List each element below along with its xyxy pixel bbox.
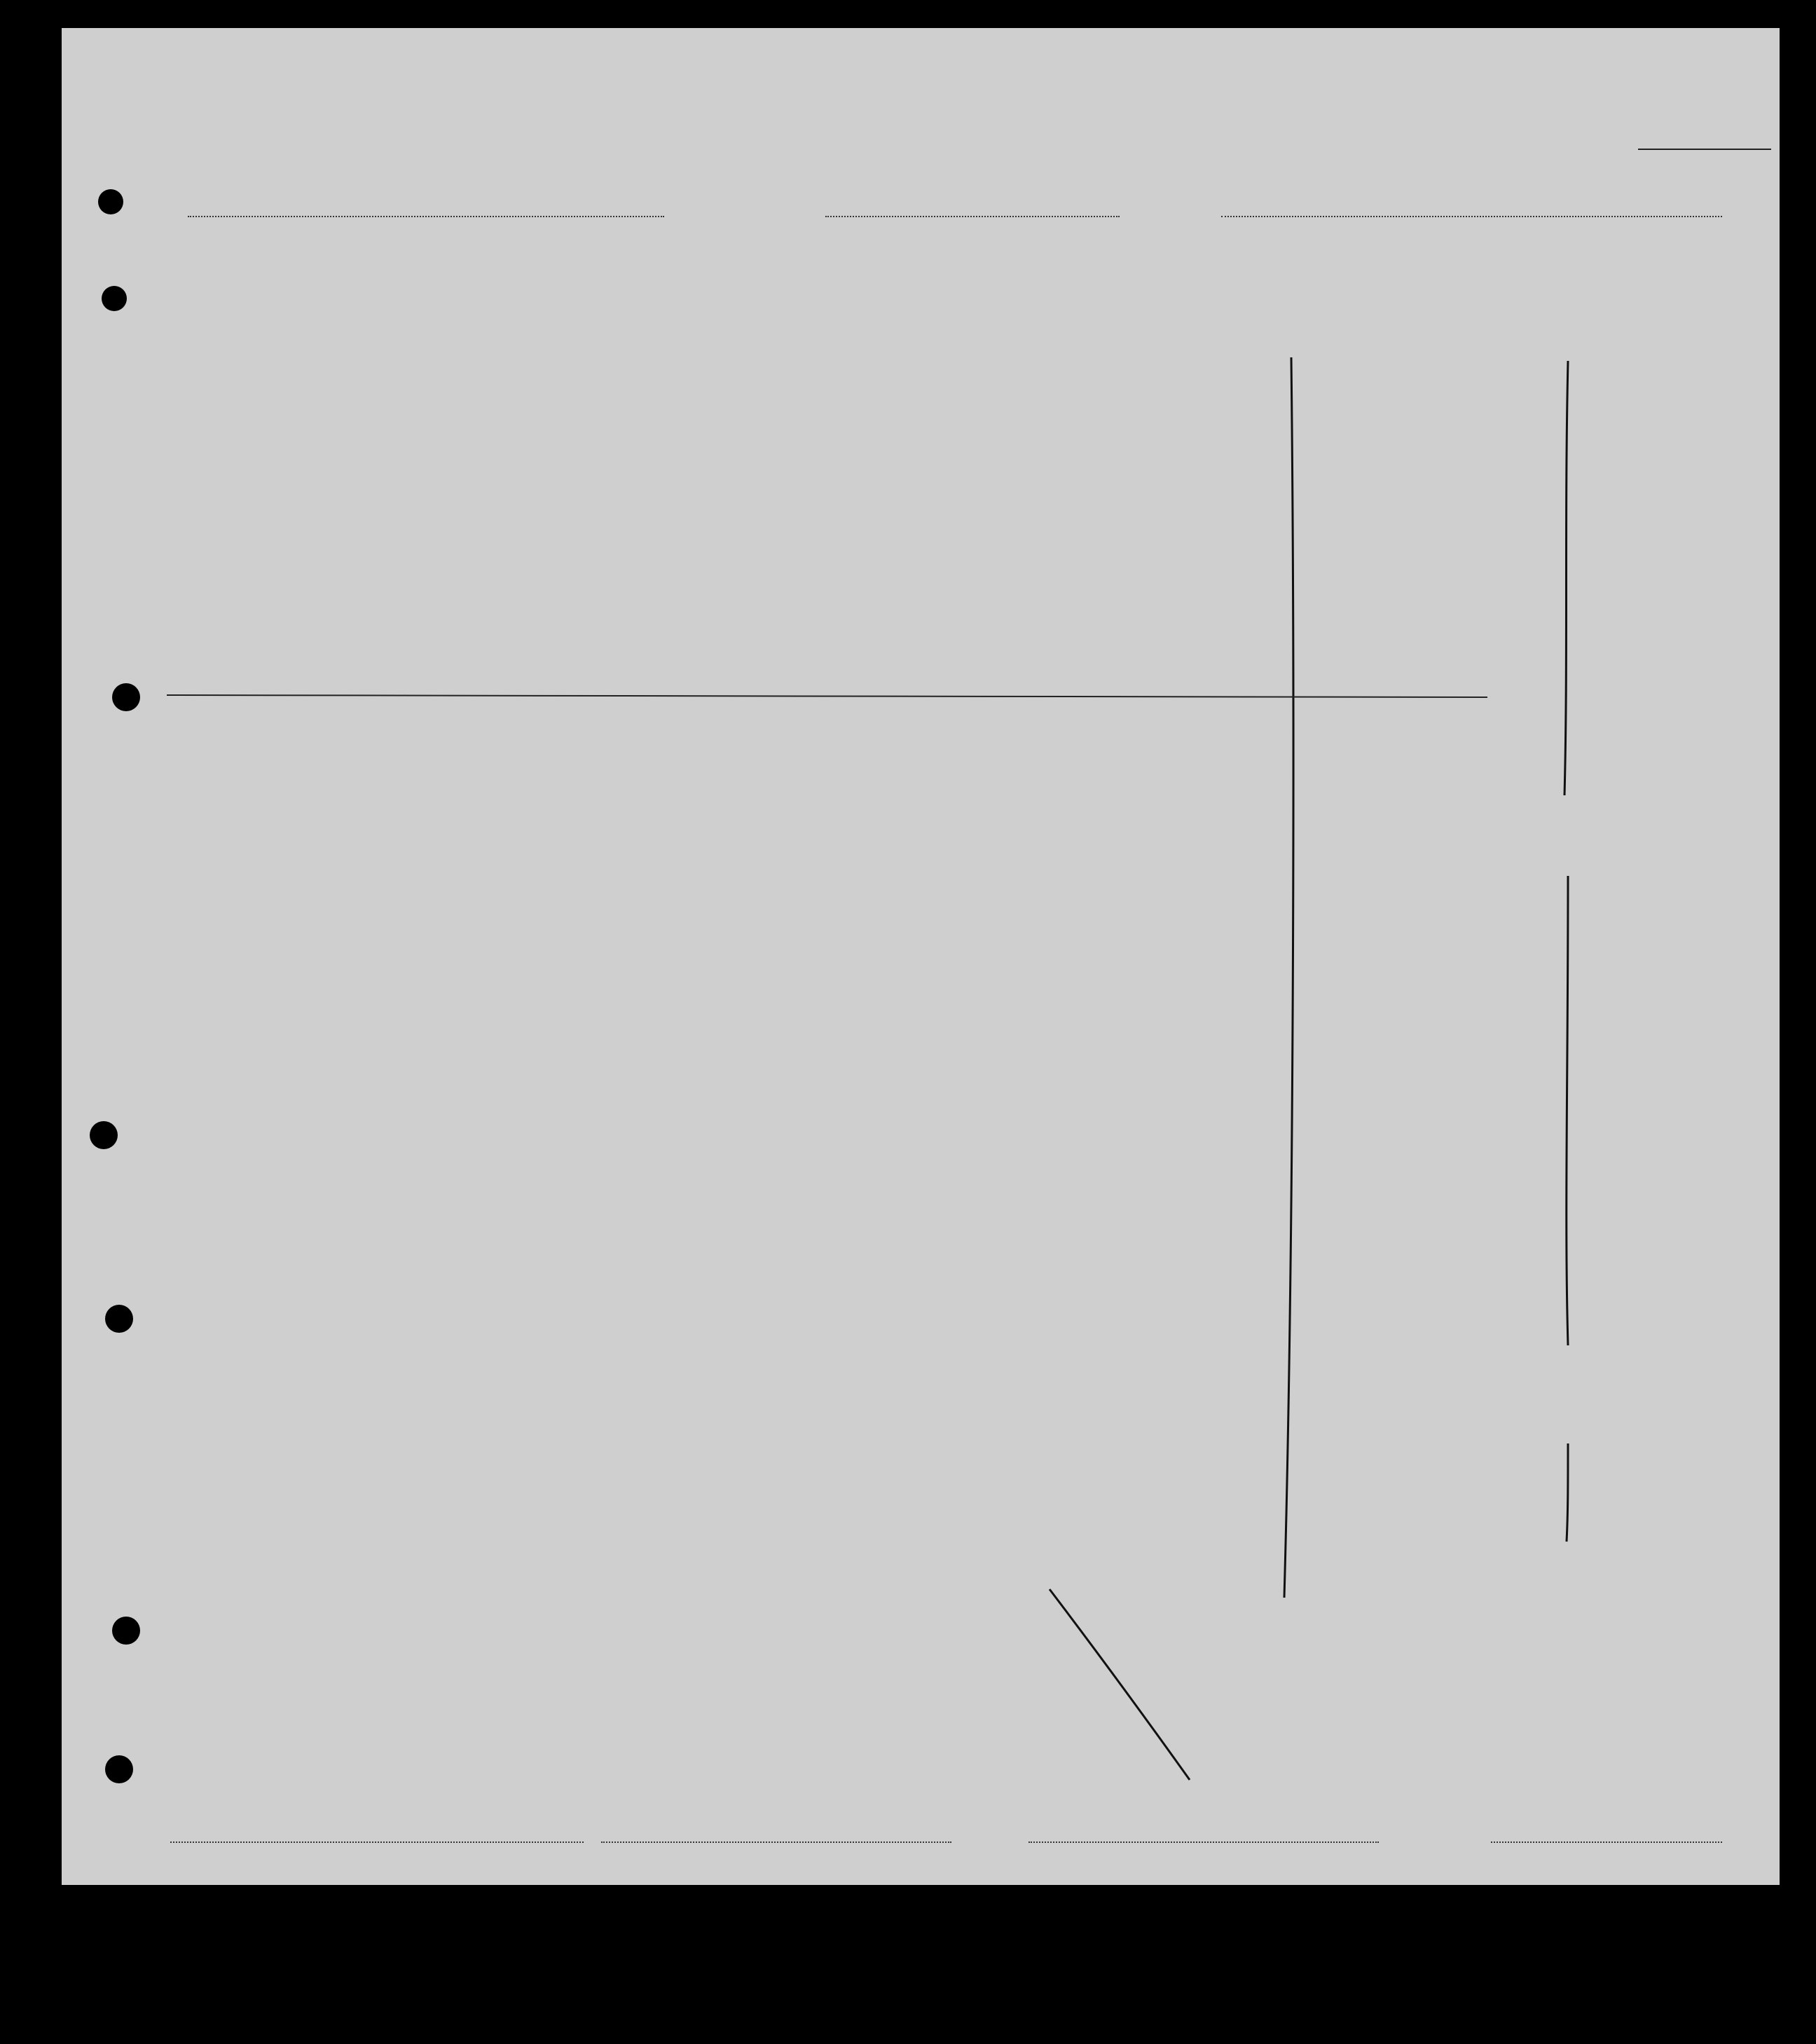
action-bracket-3 (1567, 1443, 1568, 1542)
officer-underline (1491, 1841, 1722, 1843)
line-underline (170, 1841, 584, 1843)
cancel-line (1050, 1589, 1190, 1780)
serial-check-line (1284, 357, 1293, 1598)
pen-marks (62, 28, 1780, 1885)
agents-underline (1029, 1841, 1379, 1843)
punch-hole (98, 189, 123, 214)
punch-hole (90, 1121, 118, 1149)
punch-hole (105, 1305, 133, 1333)
action-bracket-1 (1564, 361, 1568, 795)
punch-hole (112, 1617, 140, 1645)
manifest-sheet (62, 28, 1780, 1885)
row10-strike (167, 695, 1487, 697)
punch-hole (105, 1755, 133, 1783)
punch-hole (112, 683, 140, 711)
punch-hole (102, 286, 127, 311)
owners-underline (601, 1841, 951, 1843)
action-bracket-2 (1567, 876, 1568, 1345)
